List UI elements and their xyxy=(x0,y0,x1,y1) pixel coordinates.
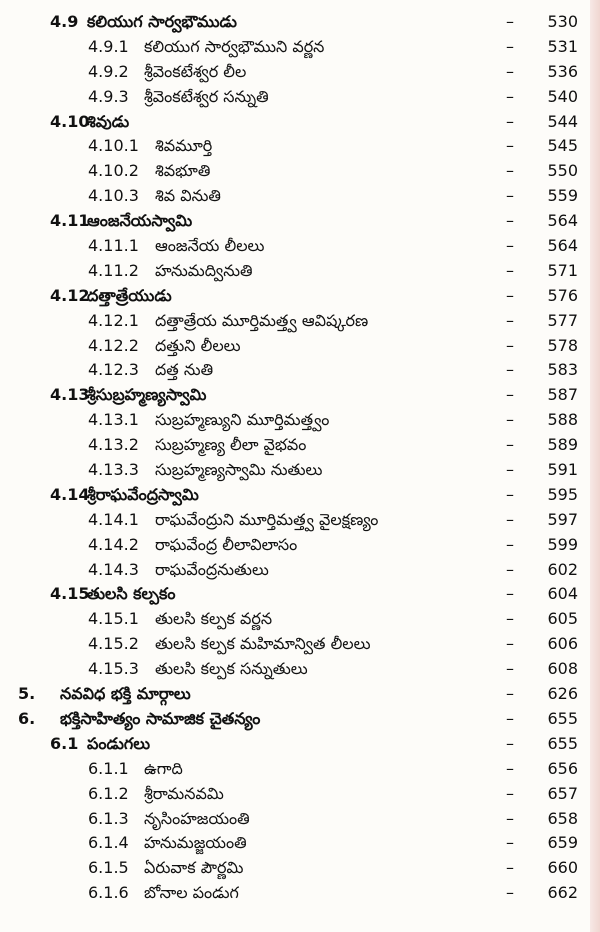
toc-entry-page-number: 589 xyxy=(547,435,578,455)
toc-entry xyxy=(0,234,600,259)
toc-entry xyxy=(0,408,600,433)
toc-entry-title: శ్రీరాఘవేంద్రస్వామి xyxy=(87,484,199,504)
toc-entry xyxy=(0,458,600,483)
toc-entry xyxy=(0,757,600,782)
toc-entry xyxy=(0,85,600,110)
toc-entry-number: 4.15.3 xyxy=(88,659,139,679)
toc-entry-title: ఏరువాక పౌర్ణమి xyxy=(144,858,244,878)
toc-entry-dash: – xyxy=(506,460,514,480)
toc-entry xyxy=(0,383,600,408)
toc-entry-page-number: 587 xyxy=(547,385,578,405)
toc-entry xyxy=(0,657,600,682)
toc-entry-title: భక్తిసాహిత్యం సామాజిక చైతన్యం xyxy=(60,708,261,728)
toc-entry xyxy=(0,159,600,184)
toc-entry-number: 4.13.3 xyxy=(88,460,139,480)
toc-entry-title: హనుమద్వినుతి xyxy=(155,260,253,280)
toc-entry-dash: – xyxy=(506,385,514,405)
toc-entry-number: 4.9 xyxy=(50,12,79,31)
toc-entry-title: రాఘవేంద్ర లీలావిలాసం xyxy=(155,534,298,554)
toc-entry-dash: – xyxy=(506,559,514,579)
toc-entry xyxy=(0,35,600,60)
toc-entry-dash: – xyxy=(506,111,514,131)
toc-entry-page-number: 591 xyxy=(547,460,578,480)
toc-entry-title: శ్రీరామనవమి xyxy=(144,783,224,803)
toc-entry-page-number: 571 xyxy=(547,260,578,280)
toc-entry xyxy=(0,707,600,732)
toc-entry-number: 6.1.4 xyxy=(88,833,129,853)
toc-entry-dash: – xyxy=(506,161,514,181)
toc-entry-number: 4.15.1 xyxy=(88,609,139,629)
toc-entry-page-number: 662 xyxy=(547,883,578,903)
toc-entry-number: 4.9.1 xyxy=(88,36,129,56)
toc-entry-dash: – xyxy=(506,833,514,853)
toc-entry-dash: – xyxy=(506,61,514,81)
toc-entry-page-number: 595 xyxy=(547,484,578,504)
toc-entry-title: దత్తాత్రేయుడు xyxy=(87,285,172,305)
toc-entry xyxy=(0,558,600,583)
toc-entry xyxy=(0,682,600,707)
toc-entry-number: 4.12.2 xyxy=(88,335,139,355)
toc-entry-title: కలియుగ సార్వభౌముడు xyxy=(87,12,237,31)
toc-entry-title: సుబ్రహ్మణ్య లీలా వైభవం xyxy=(155,435,307,455)
toc-entry-page-number: 583 xyxy=(547,360,578,380)
toc-entry-title: పండుగలు xyxy=(87,733,151,753)
toc-entry-dash: – xyxy=(506,758,514,778)
toc-entry-number: 4.9.3 xyxy=(88,86,129,106)
toc-entry-number: 4.10 xyxy=(50,111,90,131)
toc-entry-page-number: 545 xyxy=(547,136,578,156)
toc-entry-dash: – xyxy=(506,12,514,31)
toc-entry-number: 6.1.1 xyxy=(88,758,129,778)
toc-entry xyxy=(0,607,600,632)
toc-entry-dash: – xyxy=(506,260,514,280)
toc-entry xyxy=(0,433,600,458)
toc-entry-number: 6.1.5 xyxy=(88,858,129,878)
toc-entry xyxy=(0,110,600,135)
toc-entry-page-number: 602 xyxy=(547,559,578,579)
toc-entry xyxy=(0,881,600,906)
toc-entry-title: తులసి కల్పకం xyxy=(87,584,176,604)
toc-entry-dash: – xyxy=(506,883,514,903)
toc-entry-number: 6.1.3 xyxy=(88,808,129,828)
toc-entry-page-number: 588 xyxy=(547,410,578,430)
toc-entry-page-number: 655 xyxy=(547,708,578,728)
toc-entry-dash: – xyxy=(506,534,514,554)
toc-entry xyxy=(0,831,600,856)
toc-entry-title: శివమూర్తి xyxy=(155,136,213,156)
toc-entry-title: శ్రీవెంకటేశ్వర లీల xyxy=(144,61,247,81)
toc-entry-number: 6.1.2 xyxy=(88,783,129,803)
toc-entry xyxy=(0,508,600,533)
toc-entry-number: 4.10.3 xyxy=(88,186,139,206)
toc-entry-number: 4.12.3 xyxy=(88,360,139,380)
toc-entry-number: 6.1.6 xyxy=(88,883,129,903)
toc-entry-number: 4.15 xyxy=(50,584,90,604)
toc-entry-dash: – xyxy=(506,186,514,206)
toc-entry-page-number: 564 xyxy=(547,211,578,231)
toc-entry-page-number: 576 xyxy=(547,285,578,305)
toc-entry-dash: – xyxy=(506,410,514,430)
toc-entry-dash: – xyxy=(506,584,514,604)
toc-entry-dash: – xyxy=(506,360,514,380)
toc-entry-page-number: 626 xyxy=(547,684,578,704)
toc-entry-dash: – xyxy=(506,634,514,654)
toc-entry xyxy=(0,856,600,881)
toc-entry-page-number: 530 xyxy=(547,12,578,31)
toc-entry-number: 4.13.1 xyxy=(88,410,139,430)
toc-entry-title: తులసి కల్పక మహిమాన్విత లీలలు xyxy=(155,634,371,654)
toc-entry-number: 4.9.2 xyxy=(88,61,129,81)
toc-entry-title: శ్రీవెంకటేశ్వర సన్నుతి xyxy=(144,86,269,106)
toc-entry xyxy=(0,334,600,359)
toc-entry xyxy=(0,632,600,657)
toc-entry-number: 4.12.1 xyxy=(88,310,139,330)
toc-entry-page-number: 531 xyxy=(547,36,578,56)
toc-entry-title: శ్రీసుబ్రహ్మణ్యస్వామి xyxy=(87,385,207,405)
toc-entry-page-number: 564 xyxy=(547,236,578,256)
toc-entry-dash: – xyxy=(506,310,514,330)
toc-entry-title: నవవిధ భక్తి మార్గాలు xyxy=(60,684,191,704)
toc-entry-page-number: 544 xyxy=(547,111,578,131)
toc-entry-page-number: 655 xyxy=(547,733,578,753)
toc-entry-title: దత్తాత్రేయ మూర్తిమత్త్వ ఆవిష్కరణ xyxy=(155,310,369,330)
toc-entry-title: శివ వినుతి xyxy=(155,186,221,206)
toc-entry-number: 4.10.2 xyxy=(88,161,139,181)
toc-entry xyxy=(0,533,600,558)
toc-entry-title: దత్త నుతి xyxy=(155,360,214,380)
toc-entry-dash: – xyxy=(506,733,514,753)
toc-entry-number: 4.12 xyxy=(50,285,90,305)
toc-entry-page-number: 540 xyxy=(547,86,578,106)
toc-entry-dash: – xyxy=(506,609,514,629)
toc-entry xyxy=(0,483,600,508)
toc-entry-dash: – xyxy=(506,86,514,106)
toc-entry-dash: – xyxy=(506,285,514,305)
toc-entry-title: శివభూతి xyxy=(155,161,211,181)
toc-entry-title: ఉగాది xyxy=(144,758,183,778)
toc-entry-number: 4.10.1 xyxy=(88,136,139,156)
toc-entry-title: తులసి కల్పక వర్ణన xyxy=(155,609,273,629)
toc-entry-number: 4.13.2 xyxy=(88,435,139,455)
toc-entry-number: 4.13 xyxy=(50,385,90,405)
toc-entry-page-number: 536 xyxy=(547,61,578,81)
toc-entry xyxy=(0,60,600,85)
toc-entry-dash: – xyxy=(506,708,514,728)
toc-entry-number: 6. xyxy=(18,708,36,728)
toc-entry-dash: – xyxy=(506,36,514,56)
toc-entry-dash: – xyxy=(506,136,514,156)
toc-entry-title: తులసి కల్పక సన్నుతులు xyxy=(155,659,308,679)
toc-entry-page-number: 605 xyxy=(547,609,578,629)
toc-entry-title: ఆంజనేయ లీలలు xyxy=(155,236,265,256)
toc-entry-dash: – xyxy=(506,435,514,455)
toc-entry-number: 4.14.3 xyxy=(88,559,139,579)
toc-entry-page-number: 658 xyxy=(547,808,578,828)
toc-entry-number: 4.11.1 xyxy=(88,236,139,256)
toc-entry-page-number: 659 xyxy=(547,833,578,853)
table-of-contents xyxy=(0,10,600,906)
toc-entry-number: 4.14 xyxy=(50,484,90,504)
toc-entry-title: ఆంజనేయస్వామి xyxy=(87,211,193,231)
toc-entry-title: దత్తుని లీలలు xyxy=(155,335,241,355)
toc-entry-title: బోనాల పండుగ xyxy=(144,883,239,903)
toc-entry-dash: – xyxy=(506,858,514,878)
toc-entry-dash: – xyxy=(506,509,514,529)
toc-entry-title: సుబ్రహ్మణ్యుని మూర్తిమత్త్వం xyxy=(155,410,330,430)
toc-entry-page-number: 559 xyxy=(547,186,578,206)
toc-entry-number: 4.11.2 xyxy=(88,260,139,280)
toc-entry xyxy=(0,209,600,234)
toc-entry-page-number: 599 xyxy=(547,534,578,554)
toc-entry-dash: – xyxy=(506,335,514,355)
toc-entry-page-number: 606 xyxy=(547,634,578,654)
toc-entry-dash: – xyxy=(506,783,514,803)
toc-entry xyxy=(0,358,600,383)
toc-entry-page-number: 608 xyxy=(547,659,578,679)
toc-entry-title: నృసింహజయంతి xyxy=(144,808,250,828)
toc-entry xyxy=(0,259,600,284)
toc-entry-title: శివుడు xyxy=(87,111,130,131)
toc-entry-number: 4.14.1 xyxy=(88,509,139,529)
toc-entry-number: 4.11 xyxy=(50,211,90,231)
toc-entry-page-number: 550 xyxy=(547,161,578,181)
toc-entry xyxy=(0,10,600,35)
toc-entry xyxy=(0,732,600,757)
toc-entry-title: కలియుగ సార్వభౌముని వర్ణన xyxy=(144,36,325,56)
toc-entry-page-number: 604 xyxy=(547,584,578,604)
toc-entry xyxy=(0,309,600,334)
toc-entry xyxy=(0,807,600,832)
toc-entry-number: 5. xyxy=(18,684,36,704)
toc-entry-dash: – xyxy=(506,808,514,828)
toc-entry-dash: – xyxy=(506,659,514,679)
toc-entry-page-number: 657 xyxy=(547,783,578,803)
toc-entry-title: రాఘవేంద్రనుతులు xyxy=(155,559,269,579)
toc-entry-page-number: 577 xyxy=(547,310,578,330)
toc-entry-number: 4.15.2 xyxy=(88,634,139,654)
toc-entry-dash: – xyxy=(506,236,514,256)
toc-entry xyxy=(0,782,600,807)
toc-entry-page-number: 660 xyxy=(547,858,578,878)
toc-entry-page-number: 578 xyxy=(547,335,578,355)
toc-entry-number: 6.1 xyxy=(50,733,79,753)
toc-entry xyxy=(0,184,600,209)
toc-entry-dash: – xyxy=(506,211,514,231)
toc-entry-page-number: 656 xyxy=(547,758,578,778)
toc-entry xyxy=(0,284,600,309)
toc-entry-page-number: 597 xyxy=(547,509,578,529)
toc-entry xyxy=(0,582,600,607)
toc-entry-title: రాఘవేంద్రుని మూర్తిమత్త్వ వైలక్షణ్యం xyxy=(155,509,379,529)
toc-entry-title: సుబ్రహ్మణ్యస్వామి నుతులు xyxy=(155,460,323,480)
toc-entry-dash: – xyxy=(506,484,514,504)
toc-entry-number: 4.14.2 xyxy=(88,534,139,554)
toc-entry-dash: – xyxy=(506,684,514,704)
toc-entry-title: హనుమజ్జయంతి xyxy=(144,833,247,853)
toc-entry xyxy=(0,134,600,159)
